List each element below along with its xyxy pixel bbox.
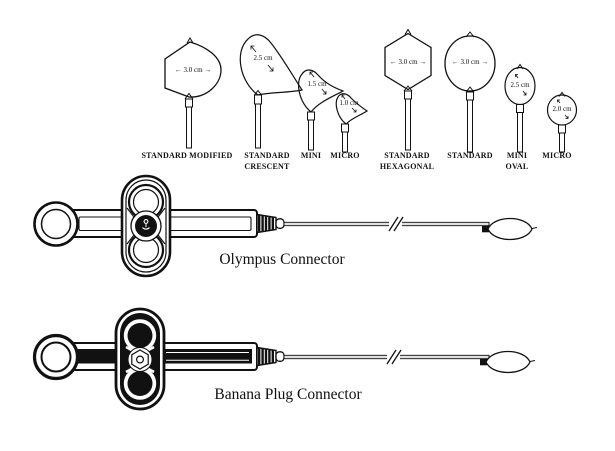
size-label-standard-oval: ← 3.0 cm → [451, 58, 489, 66]
snare-label-line: MICRO [542, 151, 572, 160]
snare-label-line: STANDARD [447, 151, 493, 160]
snare-label-standard-hexagonal [380, 150, 434, 172]
snare-label-mini-oval [506, 150, 529, 172]
snare-label-line: HEXAGONAL [379, 162, 435, 171]
snare-label-line: MINI [300, 151, 322, 160]
size-label-standard-modified: ← 3.0 cm → [174, 66, 212, 74]
snare-label-standard-oval [447, 150, 492, 161]
snare-label-micro-oval [542, 150, 571, 161]
olympus-connector-label: Olympus Connector [219, 251, 345, 268]
snare-label-micro-crescent [330, 150, 359, 161]
snare-label-line: OVAL [505, 162, 529, 171]
snare-label-line: MINI [506, 151, 528, 160]
banana-plug-connector-label: Banana Plug Connector [214, 386, 362, 403]
size-label-micro-crescent: 1.0 cm [339, 99, 359, 107]
snare-label-line: CRESCENT [244, 162, 290, 171]
size-label-standard-crescent: 2.5 cm [253, 54, 273, 62]
size-label-mini-oval: 2.5 cm [510, 80, 530, 89]
snare-label-line: MICRO [330, 151, 360, 160]
snare-label-mini [301, 150, 321, 161]
snare-label-standard-crescent [244, 150, 289, 172]
size-label-mini: 1.5 cm [307, 80, 327, 88]
snare-label-line: STANDARD [244, 151, 290, 160]
snare-label-line: STANDARD [384, 151, 430, 160]
snare-label-line: STANDARD MODIFIED [141, 151, 233, 160]
size-label-micro-oval: 2.0 cm [552, 105, 572, 113]
snare-label-standard-modified [141, 150, 232, 161]
size-label-standard-hexagonal: ← 3.0 cm → [389, 58, 427, 66]
